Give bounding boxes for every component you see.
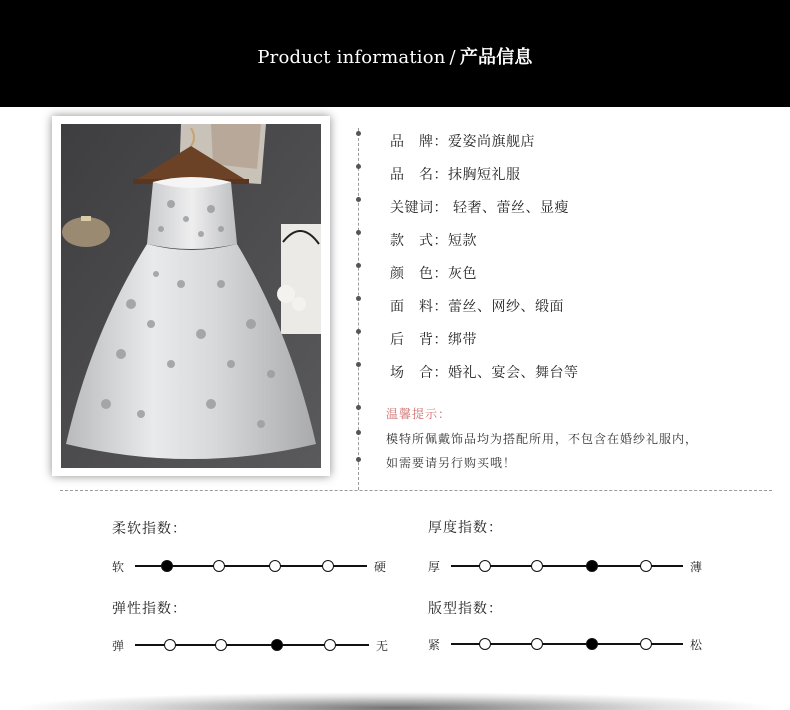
scale-knob xyxy=(269,560,281,572)
dress-illustration xyxy=(61,124,321,468)
horizontal-divider xyxy=(60,490,772,491)
title-chinese: 产品信息 xyxy=(459,47,533,68)
attr-value: 婚礼、宴会、舞台等 xyxy=(448,365,579,381)
bullet-dot xyxy=(356,131,361,136)
vertical-divider xyxy=(358,128,359,490)
header-banner xyxy=(0,0,790,107)
scale-knob xyxy=(164,639,176,651)
attr-key: 关键词： xyxy=(390,200,448,216)
attr-fabric xyxy=(390,296,564,316)
scale-knob xyxy=(213,560,225,572)
bullet-dot xyxy=(356,230,361,235)
attr-value: 蕾丝、网纱、缎面 xyxy=(448,299,564,315)
attr-key: 后 背： xyxy=(390,332,448,348)
note-title: 温馨提示： xyxy=(386,407,452,421)
scale-knob xyxy=(479,638,491,650)
scale-right-label: 硬 xyxy=(374,560,387,574)
scale-knob xyxy=(531,560,543,572)
scale-left-label: 软 xyxy=(112,560,125,574)
attr-value: 爱姿尚旗舰店 xyxy=(448,134,535,150)
attr-key: 颜 色： xyxy=(390,266,448,282)
scale-left-label: 弹 xyxy=(112,639,125,653)
attr-key: 品 名： xyxy=(390,167,448,183)
scale-knob-selected xyxy=(271,639,283,651)
scale-right-label: 无 xyxy=(376,639,389,653)
title-separator: / xyxy=(449,47,456,68)
scale-title: 版型指数： xyxy=(428,601,503,617)
scale-knob xyxy=(322,560,334,572)
attr-key: 品 牌： xyxy=(390,134,448,150)
scale-knob-selected xyxy=(586,560,598,572)
bullet-dot xyxy=(356,329,361,334)
bullet-dot xyxy=(356,362,361,367)
attr-brand xyxy=(390,131,535,151)
bullet-dot xyxy=(356,263,361,268)
attr-key: 场 合： xyxy=(390,365,448,381)
scale-right-label: 松 xyxy=(690,638,703,652)
attr-value: 绑带 xyxy=(448,332,477,348)
attr-value: 短款 xyxy=(448,233,477,249)
scale-title: 厚度指数： xyxy=(428,520,503,536)
scale-knob-selected xyxy=(586,638,598,650)
attr-keywords xyxy=(390,197,569,217)
attr-product-name xyxy=(390,164,521,184)
attr-key: 款 式： xyxy=(390,233,448,249)
scale-knob xyxy=(479,560,491,572)
bullet-dot xyxy=(356,457,361,462)
bullet-dot xyxy=(356,296,361,301)
attr-occasion xyxy=(390,362,579,382)
attr-value: 抹胸短礼服 xyxy=(448,167,521,183)
scale-knob-selected xyxy=(161,560,173,572)
bullet-dot xyxy=(356,197,361,202)
scale-left-label: 紧 xyxy=(428,638,441,652)
scale-knob xyxy=(640,560,652,572)
product-photo xyxy=(61,124,321,468)
footer-shadow xyxy=(0,690,790,710)
bullet-dot xyxy=(356,405,361,410)
bullet-dot xyxy=(356,164,361,169)
page-title xyxy=(0,43,790,69)
scale-right-label: 薄 xyxy=(690,560,703,574)
bullet-dot xyxy=(356,430,361,435)
attr-key: 面 料： xyxy=(390,299,448,315)
scale-title: 柔软指数： xyxy=(112,521,187,537)
scale-knob xyxy=(531,638,543,650)
title-english: Product information xyxy=(257,47,446,68)
note-line-2: 如需要请另行购买哦！ xyxy=(386,456,517,470)
attr-style xyxy=(390,230,477,250)
attr-color xyxy=(390,263,477,283)
scale-knob xyxy=(324,639,336,651)
attr-value: 轻奢、蕾丝、显瘦 xyxy=(448,200,569,216)
scale-knob xyxy=(640,638,652,650)
attr-back xyxy=(390,329,477,349)
scale-left-label: 厚 xyxy=(428,560,441,574)
attr-value: 灰色 xyxy=(448,266,477,282)
note-line-1: 模特所佩戴饰品均为搭配所用，不包含在婚纱礼服内， xyxy=(386,432,699,446)
scale-title: 弹性指数： xyxy=(112,601,187,617)
product-photo-frame xyxy=(52,116,330,476)
scale-knob xyxy=(215,639,227,651)
